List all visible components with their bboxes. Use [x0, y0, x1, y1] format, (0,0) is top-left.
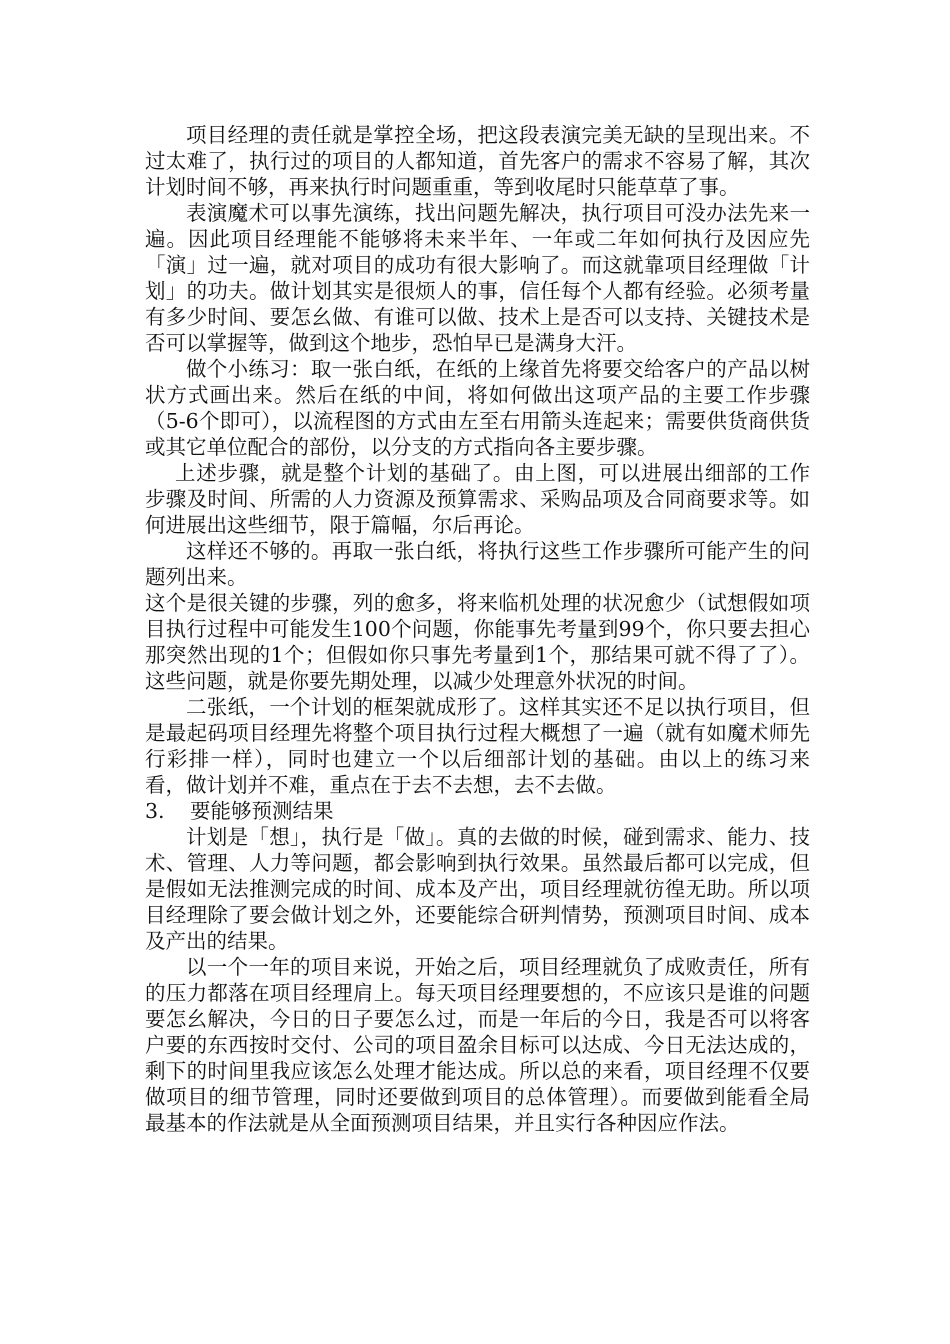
- paragraph-one-year-project: 以一个一年的项目来说，开始之后，项目经理就负了成败责任，所有的压力都落在项目经理肩上。每天项目经理要想的，不应该只是谁的问题要怎幺解决，今日的日子要怎么过，而是一年后的今日，我是否可以将客户要的东西按时交付、公司的项目盈余目标可以达成、今日无法达成的，剩下的时间里我应该怎么处理才能达成。所以总的来看，项目经理不仅要做项目的细节管理，同时还要做到项目的总体管理）。而要做到能看全局最基本的作法就是从全面预测项目结果，并且实行各种因应作法。: [145, 955, 810, 1135]
- paragraph-plan-foundation: 上述步骤，就是整个计划的基础了。由上图，可以进展出细部的工作步骤及时间、所需的人力资源及预算需求、采购品项及合同商要求等。如何进展出这些细节，限于篇幅，尔后再论。: [145, 461, 810, 537]
- paragraph-small-exercise: 做个小练习：取一张白纸，在纸的上缘首先将要交给客户的产品以树状方式画出来。然后在纸的中间，将如何做出这项产品的主要工作步骤（5-6个即可），以流程图的方式由左至右用箭头连起来；需要供货商供货或其它单位配合的部份，以分支的方式指向各主要步骤。: [145, 357, 810, 459]
- paragraph-key-step: 这个是很关键的步骤，列的愈多，将来临机处理的状况愈少（试想假如项目执行过程中可能发生100个问题，你能事先考量到99个，你只要去担心那突然出现的1个；但假如你只事先考量到1个，那结果可就不得了了）。这些问题，就是你要先期处理，以减少处理意外状况的时间。: [145, 591, 810, 693]
- paragraph-second-sheet: 这样还不够的。再取一张白纸，将执行这些工作步骤所可能产生的问题列出来。: [145, 539, 810, 589]
- paragraph-plan-framework: 二张纸，一个计划的框架就成形了。这样其实还不足以执行项目，但是最起码项目经理先将整个项目执行过程大概想了一遍（就有如魔术师先行彩排一样），同时也建立一个以后细部计划的基础。由以上的练习来看，做计划并不难，重点在于去不去想，去不去做。: [145, 695, 810, 797]
- paragraph-plan-vs-execute: 计划是「想」，执行是「做」。真的去做的时候，碰到需求、能力、技术、管理、人力等问题，都会影响到执行效果。虽然最后都可以完成，但是假如无法推测完成的时间、成本及产出，项目经理就彷徨无助。所以项目经理除了要会做计划之外，还要能综合研判情势，预测项目时间、成本及产出的结果。: [145, 825, 810, 953]
- section-title: 要能够预测结果: [190, 799, 334, 823]
- section-number: 3.: [145, 799, 165, 823]
- section-heading: [145, 798, 810, 824]
- paragraph-project-manager-responsibility: 项目经理的责任就是掌控全场，把这段表演完美无缺的呈现出来。不过太难了，执行过的项目的人都知道，首先客户的需求不容易了解，其次计划时间不够，再来执行时问题重重，等到收尾时只能草草了事。: [145, 123, 810, 199]
- paragraph-magic-rehearsal: 表演魔术可以事先演练，找出问题先解决，执行项目可没办法先来一遍。因此项目经理能不能够将未来半年、一年或二年如何执行及因应先「演」过一遍，就对项目的成功有很大影响了。而这就靠项目经理做「计划」的功夫。做计划其实是很烦人的事，信任每个人都有经验。必须考量有多少时间、要怎幺做、有谁可以做、技术上是否可以支持、关键技术是否可以掌握等，做到这个地步，恐怕早已是满身大汗。: [145, 201, 810, 355]
- document-body: [145, 122, 810, 1136]
